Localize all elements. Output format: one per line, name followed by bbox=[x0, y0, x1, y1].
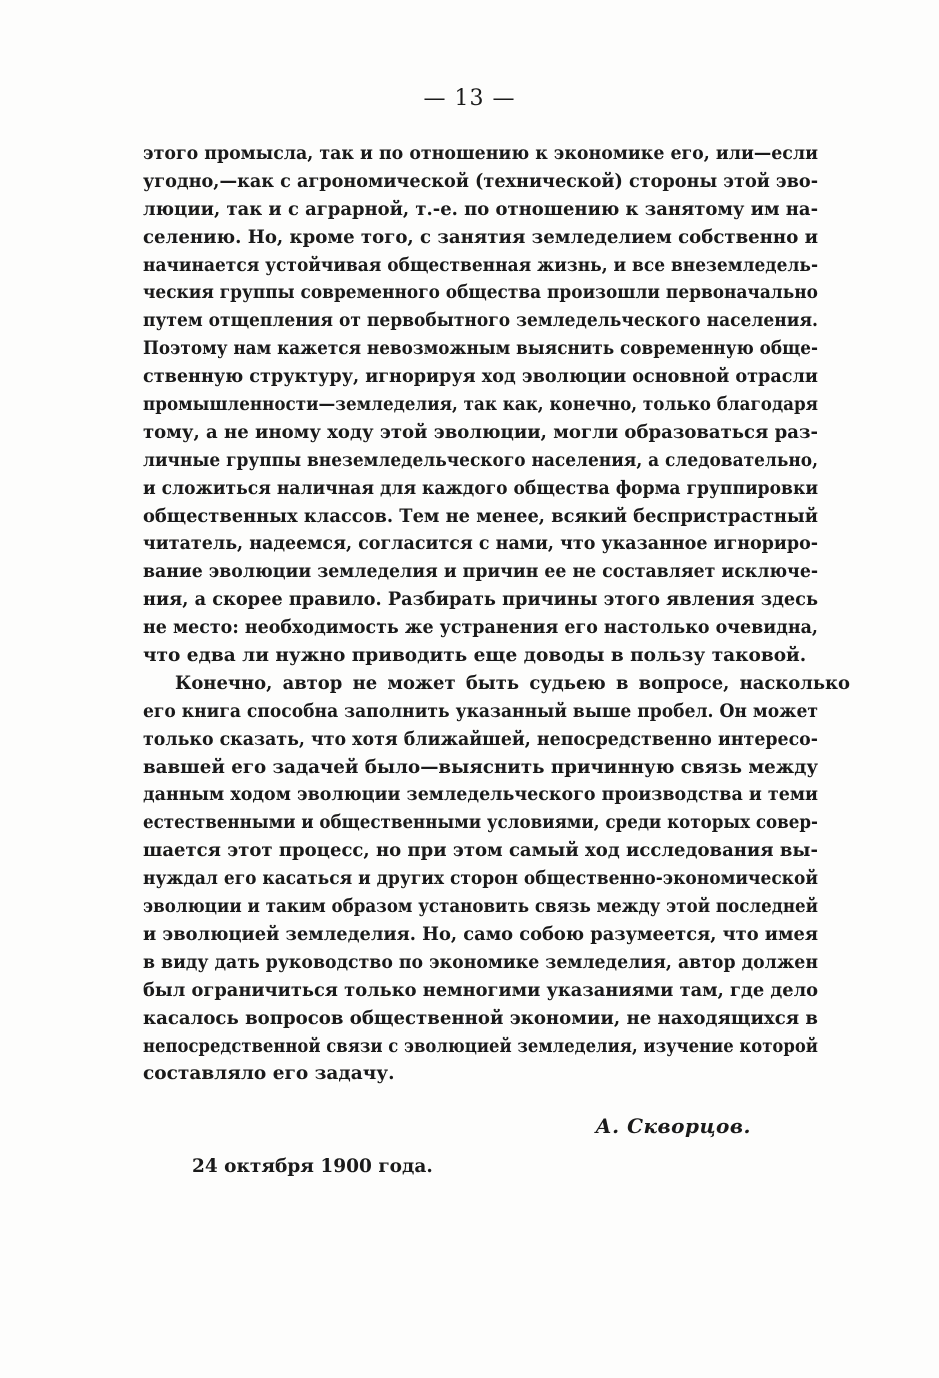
paragraph-2 bbox=[143, 670, 850, 1088]
date-line: 24 октября 1900 года. bbox=[192, 1156, 433, 1177]
text-line: ния, а скорее правило. Разбирать причины этого явления здесь bbox=[143, 589, 819, 611]
text-line: данным ходом эволюции земледельческого производства и теми bbox=[143, 784, 818, 806]
text-line: промышленности—земледелия, так как, конечно, только благодаря bbox=[143, 394, 819, 416]
text-line: шается этот процесс, но при этом самый ход исследования вы- bbox=[143, 840, 818, 862]
text-line: эволюции и таким образом установить связь между этой последней bbox=[143, 896, 818, 918]
body-text bbox=[143, 140, 850, 1088]
text-line: тому, а не иному ходу этой эволюции, могли образоваться раз- bbox=[143, 421, 819, 443]
text-line: касалось вопросов общественной экономии, не находящихся в bbox=[143, 1007, 819, 1029]
text-line: и сложиться наличная для каждого общества форма группировки bbox=[143, 477, 819, 499]
text-line: непосредственной связи с эволюцией земледелия, изучение которой bbox=[143, 1035, 818, 1057]
text-line: Поэтому нам кажется невозможным выяснить современную обще- bbox=[143, 338, 819, 360]
text-line: что едва ли нужно приводить еще доводы в пользу таковой. bbox=[143, 645, 807, 667]
text-line: люции, так и с аграрной, т.-е. по отношению к занятому им на- bbox=[143, 198, 819, 220]
text-line: вание эволюции земледелия и причин ее не составляет исключе- bbox=[143, 561, 819, 583]
text-line: только сказать, что хотя ближайшей, непосредственно интересо- bbox=[143, 728, 818, 750]
text-line: Конечно, автор не может быть судьею в вопросе, насколько bbox=[175, 672, 850, 694]
paragraph-1 bbox=[143, 140, 818, 670]
text-line: ческия группы современного общества произошли первоначально bbox=[143, 282, 818, 304]
author-signature: А. Скворцов. bbox=[595, 1114, 751, 1138]
text-line: угодно,—как с агрономической (технической) стороны этой эво- bbox=[143, 170, 819, 192]
text-line: его книга способна заполнить указанный выше пробел. Он может bbox=[143, 700, 818, 722]
text-line: и эволюцией земледелия. Но, само собою разумеется, что имея bbox=[143, 923, 819, 945]
text-line: личные группы внеземледельческого населения, а следовательно, bbox=[143, 449, 819, 471]
text-line: этого промысла, так и по отношению к экономике его, или—если bbox=[143, 143, 819, 164]
page-number: — 13 — bbox=[423, 86, 516, 111]
text-line: нуждал его касаться и других сторон общественно-экономической bbox=[143, 868, 818, 890]
text-line: не место: необходимость же устранения его настолько очевидна, bbox=[143, 617, 819, 639]
text-line: селению. Но, кроме того, с занятия земледелием собственно и bbox=[143, 226, 819, 248]
text-line: был ограничиться только немногими указаниями там, где дело bbox=[143, 979, 819, 1001]
text-line: в виду дать руководство по экономике земледелия, автор должен bbox=[143, 951, 818, 973]
text-line: начинается устойчивая общественная жизнь, и все внеземледель- bbox=[143, 254, 819, 276]
text-line: читатель, надеемся, согласится с нами, что указанное игнориро- bbox=[143, 533, 818, 555]
text-line: вавшей его задачей было—выяснить причинную связь между bbox=[143, 756, 819, 778]
text-line: путем отщепления от первобытного земледельческого населения. bbox=[143, 310, 818, 332]
text-line: составляло его задачу. bbox=[143, 1063, 395, 1085]
text-line: естественными и общественными условиями, среди которых совер- bbox=[143, 812, 818, 834]
text-line: ственную структуру, игнорируя ход эволюции основной отрасли bbox=[143, 366, 818, 388]
text-line: общественных классов. Тем не менее, всякий беспристрастный bbox=[143, 505, 819, 527]
